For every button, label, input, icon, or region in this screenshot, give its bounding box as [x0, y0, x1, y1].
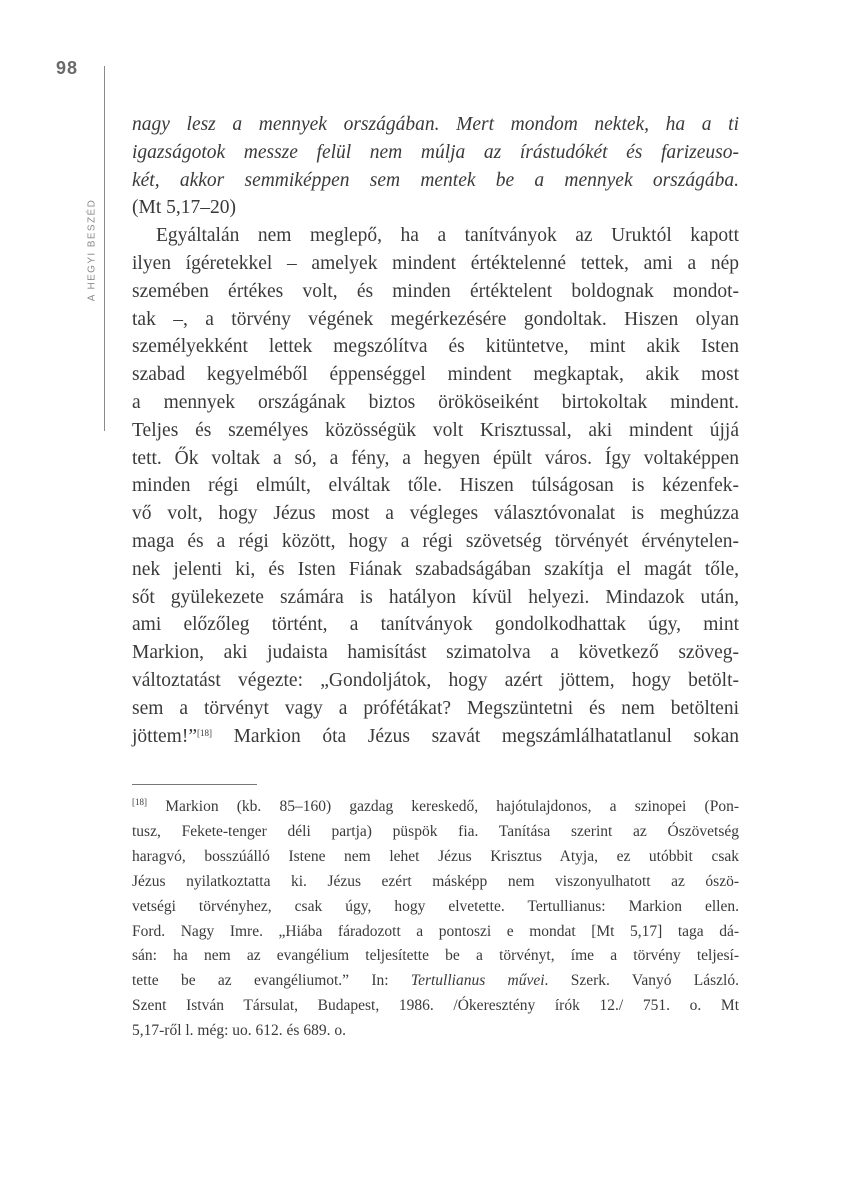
quote-line: nagy lesz a mennyek országában. Mert mondom nektek, ha a ti: [132, 114, 739, 135]
body-line: Markion, aki judaista hamisítást szimatolva a következő szöveg-: [132, 642, 739, 664]
footnote-marker: [18]: [132, 797, 147, 807]
body-line: tett. Ők voltak a só, a fény, a hegyen épült város. Így voltaképpen: [132, 447, 739, 469]
body-line: tak –, a törvény végének megérkezésére gondoltak. Hiszen olyan: [132, 308, 739, 330]
body-line: Egyáltalán nem meglepő, ha a tanítványok az Uruktól kapott: [156, 225, 739, 247]
body-line: [132, 723, 739, 751]
footnote-line: 5,17-ről l. még: uo. 612. és 689. o.: [132, 1022, 346, 1040]
footnote: [132, 795, 739, 1044]
body-line: szabad kegyelméből éppenséggel mindent megkaptak, akik most: [132, 364, 739, 386]
footnote-line: vetségi törvényhez, csak úgy, hogy elvetette. Tertullianus: Markion ellen.: [132, 897, 739, 915]
running-head: A HEGYI BESZÉD: [86, 198, 98, 302]
body-line: a mennyek országának biztos örököseiként birtokoltak mindent.: [132, 391, 739, 413]
body-line: minden régi elmúlt, elváltak tőle. Hiszen túlságosan is kézenfek-: [132, 475, 739, 497]
footnote-work-title: Tertullianus művei: [410, 972, 545, 990]
body-text: jöttem!”: [132, 725, 197, 747]
footnote-text: . Szerk. Vanyó László.: [544, 972, 739, 990]
body-text: Markion óta Jézus szavát megszámlálhatatlanul sokan: [211, 725, 739, 747]
footnote-rule: [132, 784, 257, 785]
body-line: ilyen ígéretekkel – amelyek mindent értéktelenné tettek, ami a nép: [132, 252, 739, 274]
footnote-line: [132, 795, 739, 820]
main-text: [132, 111, 739, 750]
quote-reference: (Mt 5,17–20): [132, 197, 236, 219]
page-number: 98: [56, 58, 79, 78]
quote-line: két, akkor semmiképpen sem mentek be a mennyek országába.: [132, 169, 739, 191]
footnote-line: Jézus nyilatkoztatta ki. Jézus ezért másképp nem viszonyulhatott az ószö-: [132, 872, 739, 890]
body-line: sőt gyülekezete számára is hatályon kívül helyezi. Mindazok után,: [132, 586, 739, 608]
footnote-reference[interactable]: [18]: [196, 727, 212, 738]
body-line: változtatást végezte: „Gondoljátok, hogy azért jöttem, hogy betölt-: [132, 669, 739, 691]
body-line: szemében értékes volt, és minden értéktelent boldognak mondot-: [132, 280, 739, 302]
quote-line: igazságotok messze felül nem múlja az írástudókét és farizeuso-: [132, 141, 739, 163]
footnote-text: tette be az evangéliumot.” In:: [132, 972, 389, 990]
footnote-line: Ford. Nagy Imre. „Hiába fáradozott a pontoszi e mondat [Mt 5,17] taga dá-: [132, 922, 739, 940]
footnote-line: [132, 969, 739, 994]
margin-rule: [104, 66, 105, 431]
footnote-line: Szent István Társulat, Budapest, 1986. /Ókeresztény írók 12./ 751. o. Mt: [132, 997, 739, 1015]
footnote-line: sán: ha nem az evangélium teljesítette be a törvényt, íme a törvény teljesí-: [132, 947, 739, 965]
body-line: személyekként lettek megszólítva és kitüntetve, mint akik Isten: [132, 336, 739, 358]
footnote-line: tusz, Fekete-tenger déli partja) püspök fia. Tanítása szerint az Ószövetség: [132, 822, 739, 840]
body-line: vő volt, hogy Jézus most a végleges választóvonalat is meghúzza: [132, 503, 739, 525]
body-line: Teljes és személyes közösségük volt Krisztussal, aki mindent újjá: [132, 419, 739, 441]
body-line: ami előzőleg történt, a tanítványok gondolkodhattak úgy, mint: [132, 614, 739, 636]
body-line: sem a törvényt vagy a prófétákat? Megszüntetni és nem betölteni: [132, 697, 739, 719]
body-line: maga és a régi között, hogy a régi szövetség törvényét érvénytelen-: [132, 530, 739, 552]
footnote-text: Markion (kb. 85–160) gazdag kereskedő, hajótulajdonos, a szinopei (Pon-: [147, 798, 739, 815]
footnote-line: haragvó, bosszúálló Istene nem lehet Jézus Krisztus Atyja, ez utóbbit csak: [132, 847, 739, 865]
body-line: nek jelenti ki, és Isten Fiának szabadságában szakítja el magát tőle,: [132, 558, 739, 580]
